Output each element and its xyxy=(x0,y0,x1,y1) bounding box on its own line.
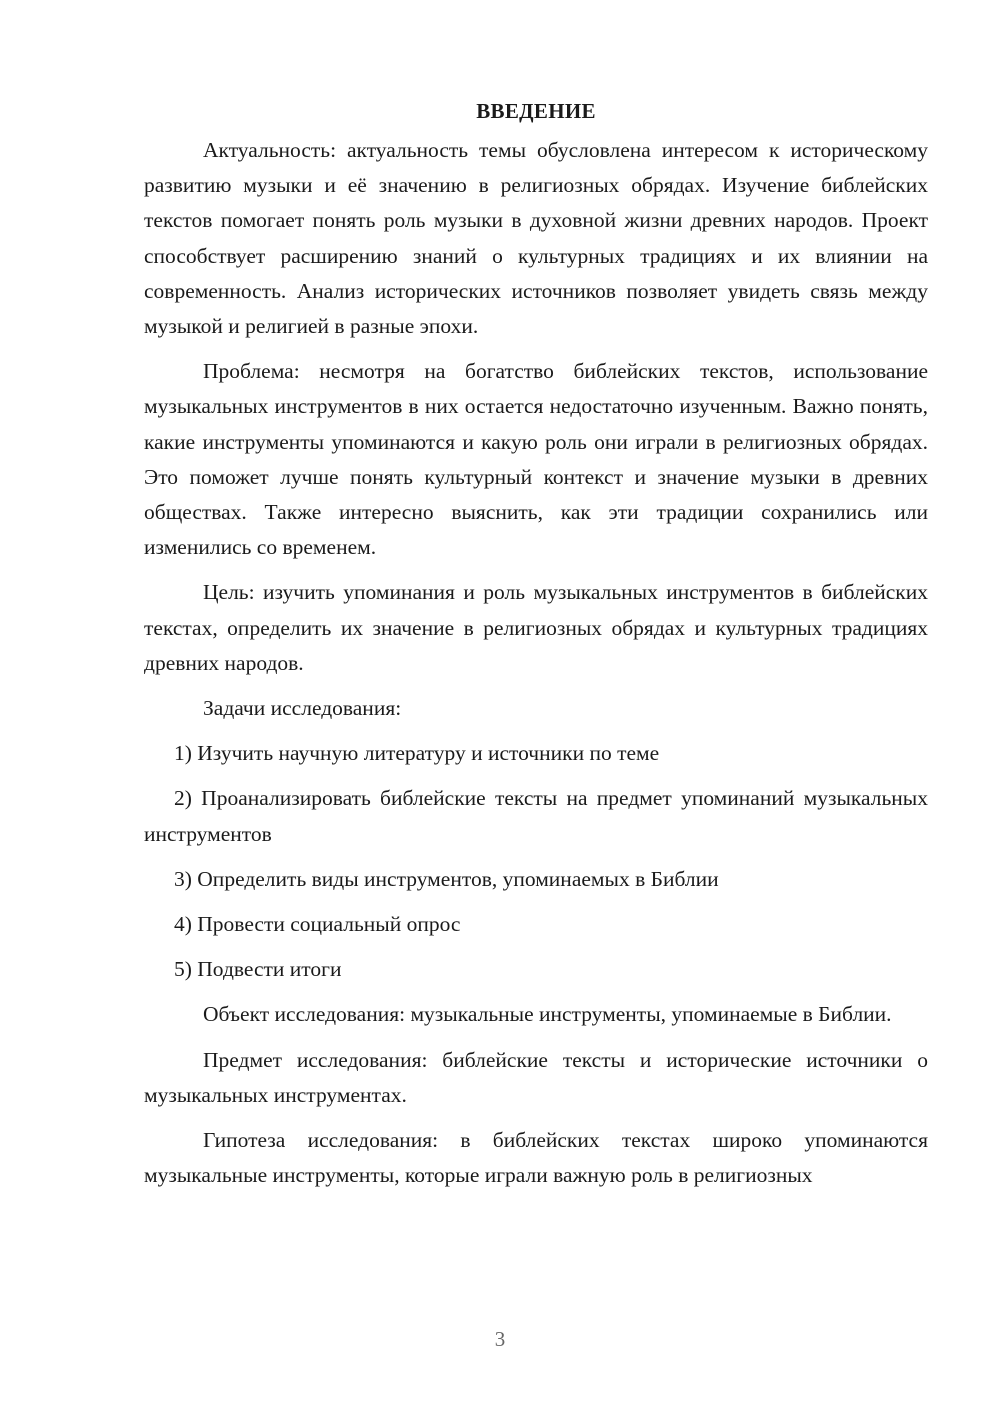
paragraph-hypothesis: Гипотеза исследования: в библейских текстах широко упоминаются музыкальные инструменты, которые играли важную роль в религиозных xyxy=(144,1128,928,1188)
paragraph-relevance: Актуальность: актуальность темы обусловлена интересом к историческому развитию музыки и её значению в религиозных обрядах. Изучение библейских текстов помогает понять роль музыки в духовной жизни древних народов. Проект способствует расширению знаний о культурных традициях и их влиянии на современность. Анализ исторических источников позволяет увидеть связь между музыкой и религией в разные эпохи. xyxy=(144,138,928,339)
task-item-4: 4) Провести социальный опрос xyxy=(174,912,461,937)
task-item-1: 1) Изучить научную литературу и источники по теме xyxy=(174,741,660,766)
task-item-2: 2) Проанализировать библейские тексты на предмет упоминаний музыкальных инструментов xyxy=(144,786,928,846)
task-item-3: 3) Определить виды инструментов, упоминаемых в Библии xyxy=(174,866,719,891)
paragraph-goal: Цель: изучить упоминания и роль музыкальных инструментов в библейских текстах, определить их значение в религиозных обрядах и культурных традициях древних народов. xyxy=(144,580,928,675)
paragraph-object: Объект исследования: музыкальные инструменты, упоминаемые в Библии. xyxy=(203,1002,892,1027)
paragraph-subject: Предмет исследования: библейские тексты и исторические источники о музыкальных инструментах. xyxy=(144,1047,928,1107)
document-page xyxy=(144,96,928,1203)
task-item-5: 5) Подвести итоги xyxy=(174,957,342,982)
tasks-title: Задачи исследования: xyxy=(203,696,402,721)
paragraph-problem: Проблема: несмотря на богатство библейских текстов, использование музыкальных инструментов в них остается недостаточно изученным. Важно понять, какие инструменты упоминаются и какую роль они играли в религиозных обрядах. Это поможет лучше понять культурный контекст и значение музыки в древних обществах. Также интересно выяснить, как эти традиции сохранились или изменились со временем. xyxy=(144,359,928,560)
page-number: 3 xyxy=(494,1327,506,1351)
section-heading: ВВЕДЕНИЕ xyxy=(476,99,596,123)
